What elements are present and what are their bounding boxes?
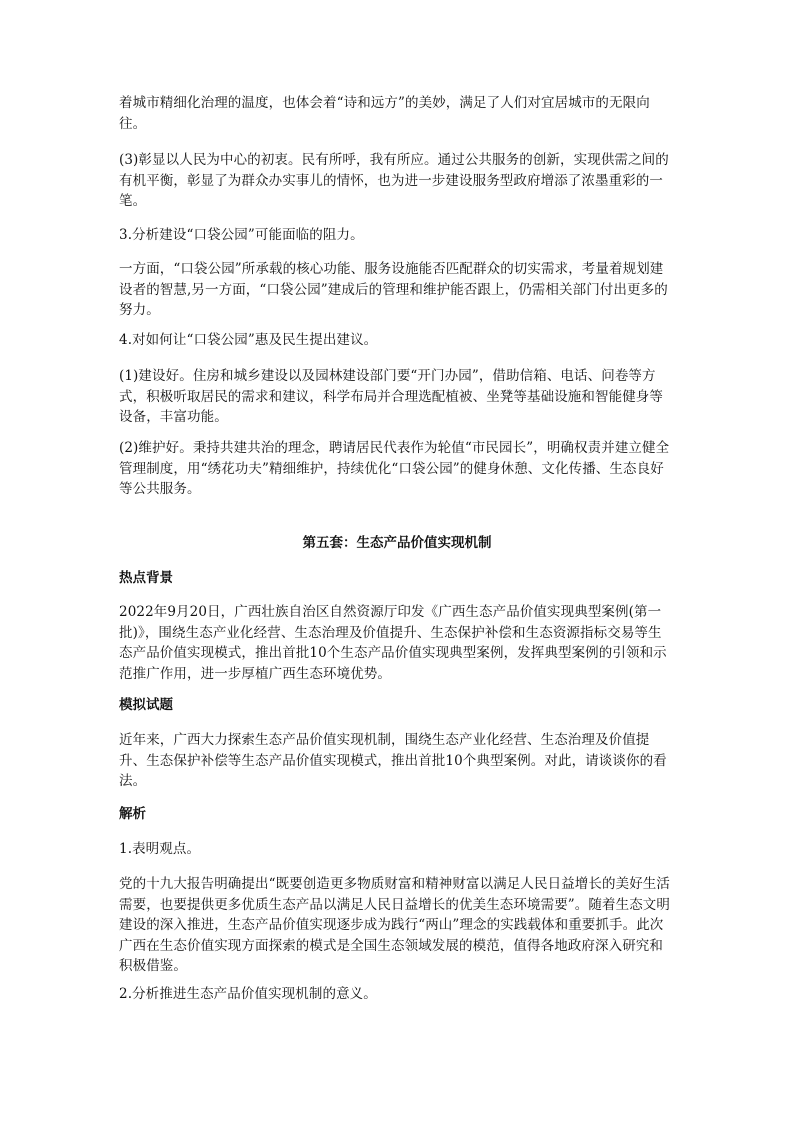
paragraph-suggestion-1 (119, 366, 675, 428)
paragraph-point-3 (119, 150, 675, 212)
paragraph-text: (2)维护好。秉持共建共治的理念，聘请居民代表作为轮值“市民园长”，明确权责并建立健全管理制度，用“绣花功夫”精细维护，持续优化“口袋公园”的健身休憩、文化传播、生态良好等公共服务。 (119, 440, 670, 497)
paragraph-text: 1.表明观点。 (119, 841, 201, 857)
paragraph-viewpoint (119, 874, 675, 977)
paragraph-step-2 (119, 984, 675, 1005)
paragraph-text: 4.对如何让“口袋公园”惠及民生提出建议。 (119, 332, 378, 348)
paragraph-step-1 (119, 839, 675, 860)
paragraph-text: 着城市精细化治理的温度，也体会着“诗和远方”的美妙，满足了人们对宜居城市的无限向往。 (119, 95, 650, 132)
heading-hot-background (119, 568, 675, 588)
paragraph-text: 3.分析建设“口袋公园”可能面临的阻力。 (119, 227, 364, 243)
paragraph-text: (1)建设好。住房和城乡建设以及园林建设部门要“开门办园”，借助信箱、电话、问卷等方式，积极听取居民的需求和建议，科学布局并合理选配植被、坐凳等基础设施和智能健身等设备，丰富功能。 (119, 368, 663, 425)
paragraph-step-3 (119, 225, 675, 246)
paragraph-question (119, 730, 675, 792)
heading-text: 模拟试题 (119, 697, 173, 713)
paragraph-text: 近年来，广西大力探索生态产品价值实现机制，围绕生态产业化经营、生态治理及价值提升、生态保护补偿等生态产品价值实现模式，推出首批10个典型案例。对此，请谈谈你的看法。 (119, 732, 667, 789)
section-title: 第五套：生态产品价值实现机制 (302, 535, 492, 551)
paragraph-text: 党的十九大报告明确提出“既要创造更多物质财富和精神财富以满足人民日益增长的美好生活需要，也要提供更多优质生态产品以满足人民日益增长的优美生态环境需要”。随着生态文明建设的深入推进，生态产品价值实现逐步成为践行“两山”理念的实践载体和重要抓手。此次广西在生态价值实现方面探索的模式是全国生态领域发展的模范，值得各地政府深入研究和积极借鉴。 (119, 876, 670, 974)
paragraph-background (119, 602, 675, 684)
paragraph-text: 2022年9月20日，广西壮族自治区自然资源厅印发《广西生态产品价值实现典型案例(第一批)》，围绕生态产业化经营、生态治理及价值提升、生态保护补偿和生态资源指标交易等生态产品价值实现模式，推出首批10个生态产品价值实现典型案例，发挥典型案例的引领和示范推广作用，进一步厚植广西生态环境优势。 (119, 604, 667, 682)
paragraph-text: 2.分析推进生态产品价值实现机制的意义。 (119, 986, 377, 1002)
paragraph-obstacles (119, 259, 675, 321)
heading-text: 解析 (119, 806, 146, 822)
heading-mock-question (119, 695, 675, 715)
paragraph-suggestion-2 (119, 438, 675, 500)
paragraph-step-4 (119, 330, 675, 351)
heading-text: 热点背景 (119, 570, 173, 586)
paragraph-text: 一方面，“口袋公园”所承载的核心功能、服务设施能否匹配群众的切实需求，考量着规划建设者的智慧,另一方面，“口袋公园”建成后的管理和维护能否跟上，仍需相关部门付出更多的努力。 (119, 261, 668, 318)
paragraph-text: (3)彰显以人民为中心的初衷。民有所呼，我有所应。通过公共服务的创新，实现供需之间的有机平衡，彰显了为群众办实事儿的情怀，也为进一步建设服务型政府增添了浓墨重彩的一笔。 (119, 152, 669, 209)
heading-analysis (119, 804, 675, 824)
paragraph-closing-remark (119, 93, 675, 134)
